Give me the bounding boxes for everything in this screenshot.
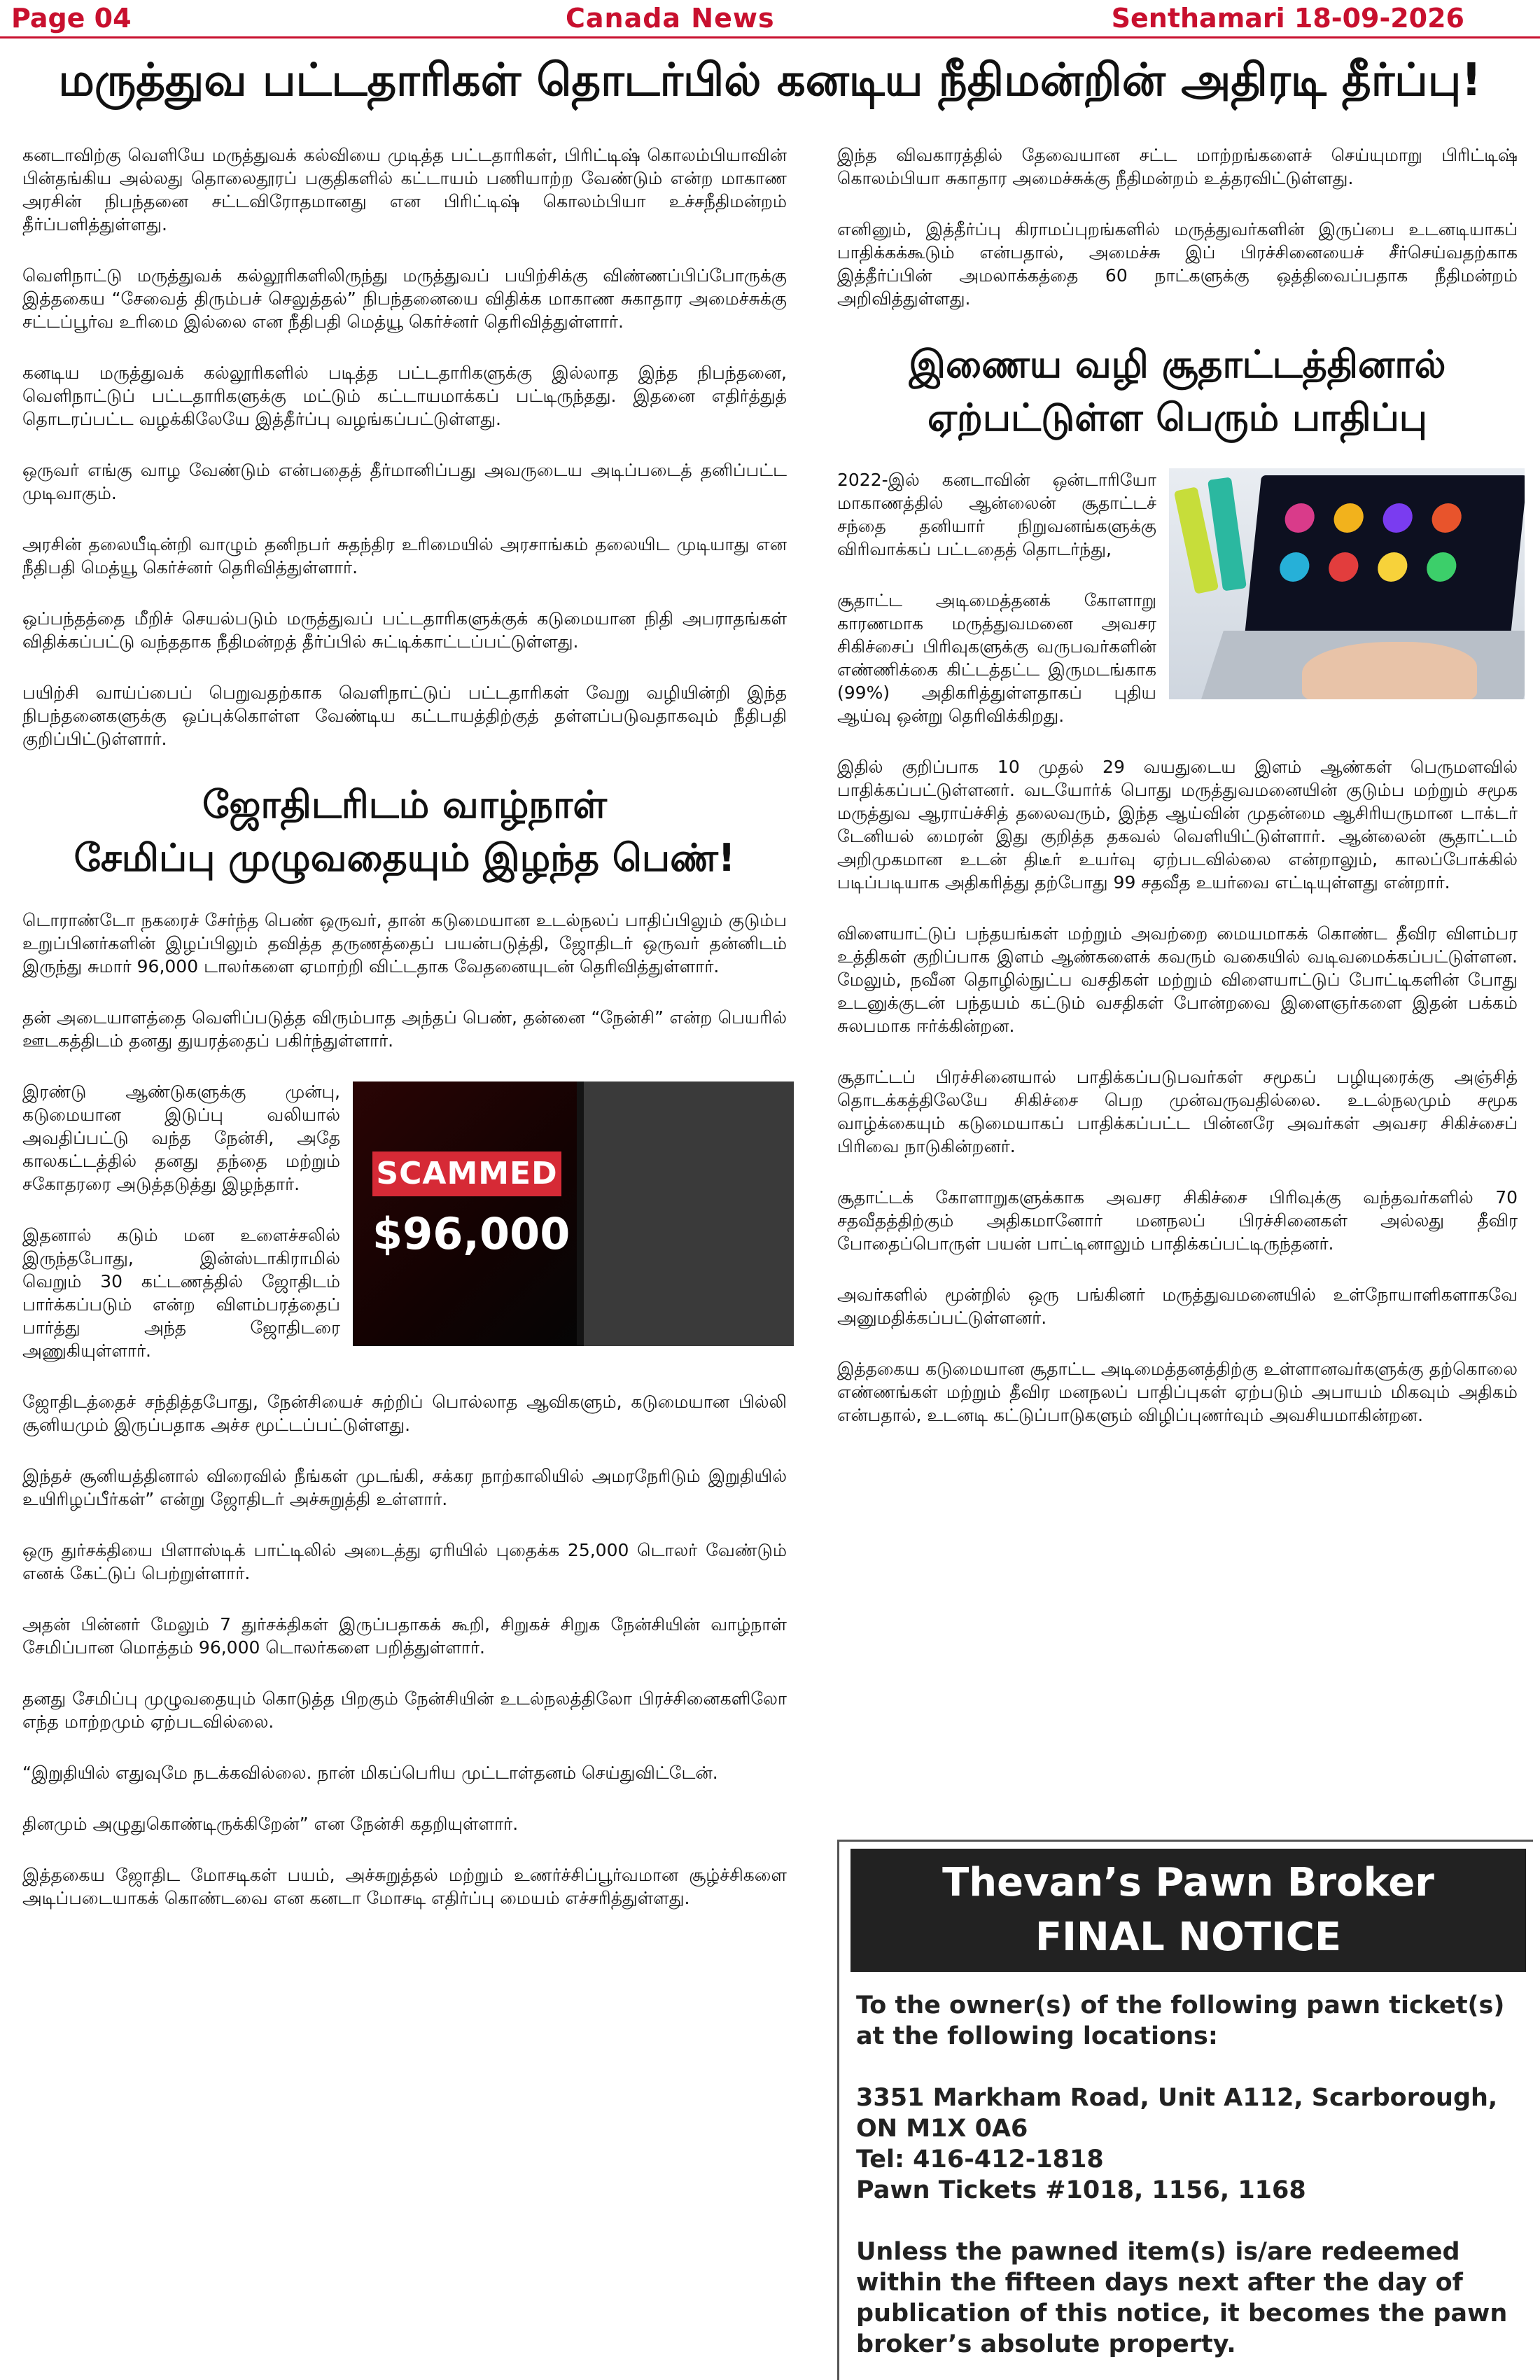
article-astrologer-scam	[22, 778, 787, 1910]
article-paragraph: சூதாட்டப் பிரச்சினையால் பாதிக்கப்படுபவர்கள் சமூகப் பழியுரைக்கு அஞ்சித் தொடக்கத்திலேயே சிகிச்சை பெற முன்வருவதில்லை. உடல்நலமும் சமூக வாழ்க்கையும் கடுமையாகப் பாதிக்கப்பட்ட பின்னரே அவர்கள் அவசர சிகிச்சைப் பிரிவை நாடுகின்றனர்.	[837, 1067, 1518, 1156]
article-paragraph: அவர்களில் மூன்றில் ஒரு பங்கினர் மருத்துவமனையில் உள்நோயாளிகளாகவே அனுமதிக்கப்பட்டுள்ளனர்.	[837, 1284, 1518, 1328]
astrologer-headline	[22, 778, 787, 885]
article-paragraph: சூதாட்டக் கோளாறுகளுக்காக அவசர சிகிச்சை பிரிவுக்கு வந்தவர்களில் 70 சதவீதத்திற்கும் அதிகமானோர் மனநலப் பிரச்சினைகள் அல்லது தீவிர போதைப்பொருள் பயன் பாட்டினாலும் பாதிக்கப்பட்டிருந்தனர்.	[837, 1187, 1518, 1254]
article-paragraph: கனடாவிற்கு வெளியே மருத்துவக் கல்வியை முடித்த பட்டதாரிகள், பிரிட்டிஷ் கொலம்பியாவின் பின்தங்கிய அல்லது தொலைதூரப் பகுதிகளில் கட்டாயம் பணியாற்ற வேண்டும் என்ற மாகாண அரசின் நிபந்தனை சட்டவிரோதமானது என பிரிட்டிஷ் கொலம்பியா உச்சநீதிமன்றம் தீர்ப்பளித்துள்ளது.	[22, 145, 787, 234]
ad-address: 3351 Markham Road, Unit A112, Scarborough, ON M1X 0A6	[856, 2084, 1498, 2143]
article-paragraph: ஒரு துர்சக்தியை பிளாஸ்டிக் பாட்டிலில் அடைத்து ஏரியில் புதைக்க 25,000 டொலர் வேண்டும் எனக் கேட்டுப் பெற்றுள்ளார்.	[22, 1540, 787, 1583]
article-paragraph: எனினும், இத்தீர்ப்பு கிராமப்புறங்களில் மருத்துவர்களின் இருப்பை உடனடியாகப் பாதிக்கக்கூடும் என்பதால், அமைச்சு இப் பிரச்சினையைச் சீர்செய்வதற்காக இத்தீர்ப்பின் அமலாக்கத்தை 60 நாட்களுக்கு ஒத்திவைப்பதாக நீதிமன்றம் அறிவித்துள்ளது.	[837, 219, 1518, 309]
ad-body	[856, 1990, 1519, 2360]
article-paragraph: ஜோதிடத்தைச் சந்தித்தபோது, நேன்சியைச் சுற்றிப் பொல்லாத ஆவிகளும், கடுமையான பில்லி சூனியமும் இருப்பதாக அச்ச மூட்டப்பட்டுள்ளது.	[22, 1392, 787, 1435]
article-paragraph: இந்தச் சூனியத்தினால் விரைவில் நீங்கள் முடங்கி, சக்கர நாற்காலியில் அமரநேரிடும் இறுதியில் உயிரிழப்பீர்கள்” என்று ஜோதிடர் அச்சுறுத்தி உள்ளார்.	[22, 1466, 787, 1509]
article-paragraph: 2022-இல் கனடாவின் ஒன்டாரியோ மாகாணத்தில் ஆன்லைன் சூதாட்டச் சந்தை தனியார் நிறுவனங்களுக்கு விரிவாக்கப் பட்டதைத் தொடர்ந்து,	[837, 470, 1156, 559]
article-medical-graduates	[22, 144, 787, 750]
ad-notice: Unless the pawned item(s) is/are redeemed within the fifteen days next after the day of publication of this notice, it becomes the pawn broker’s absolute property.	[856, 2238, 1508, 2358]
pawn-broker-ad	[837, 1840, 1533, 2380]
article-online-gambling	[837, 338, 1518, 1427]
masthead-rule	[0, 36, 1540, 38]
article-paragraph: தினமும் அழுதுகொண்டிருக்கிறேன்” என நேன்சி கதறியுள்ளார்.	[22, 1814, 519, 1834]
scammed-label: SCAMMED	[372, 1152, 561, 1196]
hand	[1302, 642, 1477, 699]
article-paragraph: இதில் குறிப்பாக 10 முதல் 29 வயதுடைய இளம் ஆண்கள் பெருமளவில் பாதிக்கப்பட்டுள்ளனர். வடயோர்க் பொது மருத்துவமனையின் குடும்ப மற்றும் சமூக மருத்துவ ஆராய்ச்சித் தலைவரும், இந்த ஆய்வின் முதன்மை ஆசிரியருமான டாக்டர் டேனியல் மைரன் இது குறித்த தகவல் வெளியிட்டுள்ளார். ஆன்லைன் சூதாட்டம் அறிமுகமான உடன் திடீர் உயர்வு ஏற்படவில்லை என்றாலும், காலப்போக்கில் படிப்படியாக அதிகரித்து தற்போது 99 சதவீத உயர்வை எட்டியுள்ளது என்றார்.	[837, 757, 1518, 892]
article-paragraph: தன் அடையாளத்தை வெளிப்படுத்த விரும்பாத அந்தப் பெண், தன்னை “நேன்சி” என்ற பெயரில் ஊடகத்திடம் தனது துயரத்தைப் பகிர்ந்துள்ளார்.	[22, 1007, 787, 1051]
ad-business-name: Thevan’s Pawn Broker	[942, 1860, 1434, 1905]
article-paragraph: இரண்டு ஆண்டுகளுக்கு முன்பு, கடுமையான இடுப்பு வலியால் அவதிப்பட்டு வந்த நேன்சி, அதே காலகட்டத்தில் தனது தந்தை மற்றும் சகோதரரை அடுத்தடுத்து இழந்தார்.	[22, 1082, 340, 1194]
left-column	[22, 144, 787, 1938]
gambling-headline-line2: ஏற்பட்டுள்ள பெரும் பாதிப்பு	[927, 396, 1427, 440]
ad-phone: Tel: 416-412-1818	[856, 2146, 1104, 2174]
article-paragraph: வெளிநாட்டு மருத்துவக் கல்லூரிகளிலிருந்து மருத்துவப் பயிற்சிக்கு விண்ணப்பிப்போருக்கு இத்தகைய “சேவைத் திரும்பச் செலுத்தல்” நிபந்தனையை விதிக்க மாகாண சுகாதார அமைச்சுக்கு சட்டப்பூர்வ உரிமை இல்லை என நீதிபதி மெத்யூ கெர்ச்னர் தெரிவித்துள்ளார்.	[22, 265, 787, 332]
page-number: Page 04	[11, 3, 132, 34]
article-paragraph: கனடிய மருத்துவக் கல்லூரிகளில் படித்த பட்டதாரிகளுக்கு இல்லாத இந்த நிபந்தனை, வெளிநாட்டுப் பட்டதாரிகளுக்கு மட்டும் கட்டாயமாக்கப் பட்டிருந்தது. இதனை எதிர்த்துத் தொடரப்பட்ட வழக்கிலேயே இத்தீர்ப்பு வழங்கப்பட்டுள்ளது.	[22, 363, 787, 429]
ad-tickets: Pawn Tickets #1018, 1156, 1168	[856, 2176, 1306, 2204]
astrologer-headline-line1: ஜோதிடரிடம் வாழ்நாள்	[202, 783, 607, 827]
gambling-headline	[837, 338, 1518, 444]
article-paragraph: இத்தகைய ஜோதிட மோசடிகள் பயம், அச்சுறுத்தல் மற்றும் உணர்ச்சிப்பூர்வமான சூழ்ச்சிகளை அடிப்படையாகக் கொண்டவை என கனடா மோசடி எதிர்ப்பு மையம் எச்சரித்துள்ளது.	[22, 1865, 787, 1908]
blurred-face	[584, 1082, 794, 1346]
masthead	[0, 0, 1540, 36]
article-paragraph: ஒப்பந்தத்தை மீறிச் செயல்படும் மருத்துவப் பட்டதாரிகளுக்குக் கடுமையான நிதி அபராதங்கள் விதிக்கப்பட்டு வந்ததாக நீதிமன்றத் தீர்ப்பில் சுட்டிக்காட்டப்பட்டுள்ளது.	[22, 608, 787, 652]
section-name: Canada News	[566, 3, 775, 34]
article-paragraph: இதனால் கடும் மன உளைச்சலில் இருந்தபோது, இன்ஸ்டாகிராமில் வெறும் 30 கட்டணத்தில் ஜோதிடம் பார்க்கப்படும் என்ற விளம்பரத்தைப் பார்த்து அந்த ஜோதிடரை அணுகியுள்ளார்.	[22, 1225, 340, 1361]
article-paragraph: தனது சேமிப்பு முழுவதையும் கொடுத்த பிறகும் நேன்சியின் உடல்நலத்திலோ பிரச்சினைகளிலோ எந்த மாற்றமும் ஏற்படவில்லை.	[22, 1688, 787, 1732]
article-paragraph: சூதாட்ட அடிமைத்தனக் கோளாறு காரணமாக மருத்துவமனை அவசர சிகிச்சைப் பிரிவுகளுக்கு வருபவர்களின் எண்ணிக்கை கிட்டத்தட்ட இருமடங்காக (99%) அதிகரித்துள்ளதாகப் புதிய ஆய்வு ஒன்று தெரிவிக்கிறது.	[837, 590, 1156, 726]
gambling-headline-line1: இணைய வழி சூதாட்டத்தினால்	[909, 342, 1446, 386]
laptop-screen	[1245, 475, 1525, 636]
article-paragraph: விளையாட்டுப் பந்தயங்கள் மற்றும் அவற்றை மையமாகக் கொண்ட தீவிர விளம்பர உத்திகள் குறிப்பாக இளம் ஆண்களைக் கவரும் வகையில் வடிவமைக்கப்பட்டுள்ளன. மேலும், நவீன தொழில்நுட்ப வசதிகள் மற்றும் விளையாட்டுப் போட்டிகளின் போது உடனுக்குடன் பந்தயம் கட்டும் வசதிகள் போன்றவை இளைஞர்களை இதன் பக்கம் சுலபமாக ஈர்க்கின்றன.	[837, 923, 1518, 1036]
article-paragraph: இந்த விவகாரத்தில் தேவையான சட்ட மாற்றங்களைச் செய்யுமாறு பிரிட்டிஷ் கொலம்பியா சுகாதார அமைச்சுக்கு நீதிமன்றம் உத்தரவிட்டுள்ளது.	[837, 145, 1518, 188]
right-column	[837, 144, 1518, 1455]
article-paragraph: ஒருவர் எங்கு வாழ வேண்டும் என்பதைத் தீர்மானிப்பது அவருடைய அடிப்படைத் தனிப்பட்ட முடிவாகும்.	[22, 460, 787, 503]
article-paragraph: பயிற்சி வாய்ப்பைப் பெறுவதற்காக வெளிநாட்டுப் பட்டதாரிகள் வேறு வழியின்றி இந்த நிபந்தனைகளுக்கு ஒப்புக்கொள்ள வேண்டிய கட்டாயத்திற்குத் தள்ளப்படுவதாகவும் நீதிபதி குறிப்பிட்டுள்ளார்.	[22, 682, 787, 749]
ad-title-band	[850, 1849, 1526, 1972]
ad-final-notice: FINAL NOTICE	[1035, 1914, 1342, 1960]
article-paragraph: அரசின் தலையீடின்றி வாழும் தனிநபர் சுதந்திர உரிமையில் அரசாங்கம் தலையிட முடியாது என நீதிபதி மெத்யூ கெர்ச்னர் தெரிவித்துள்ளார்.	[22, 534, 787, 578]
article-paragraph: இத்தகைய கடுமையான சூதாட்ட அடிமைத்தனத்திற்கு உள்ளானவர்களுக்கு தற்கொலை எண்ணங்கள் மற்றும் தீவிர மனநலப் பாதிப்புகள் ஏற்படும் அபாயம் மிகவும் அதிகம் என்பதால், உடனடி கட்டுப்பாடுகளும் விழிப்புணர்வும் அவசியமாகின்றன.	[837, 1359, 1518, 1425]
laptop-photo	[1169, 468, 1525, 699]
scam-amount: $96,000	[372, 1208, 570, 1259]
article-paragraph: அதன் பின்னர் மேலும் 7 துர்சக்திகள் இருப்பதாகக் கூறி, சிறுகச் சிறுக நேன்சியின் வாழ்நாள் சேமிப்பான மொத்தம் 96,000 டொலர்களை பறித்துள்ளார்.	[22, 1614, 787, 1658]
article-paragraph: “இறுதியில் எதுவுமே நடக்கவில்லை. நான் மிகப்பெரிய முட்டாள்தனம் செய்துவிட்டேன்.	[22, 1763, 718, 1783]
article-paragraph: டொராண்டோ நகரைச் சேர்ந்த பெண் ஒருவர், தான் கடுமையான உடல்நலப் பாதிப்பிலும் குடும்ப உறுப்பினர்களின் இழப்பிலும் தவித்த தருணத்தைப் பயன்படுத்தி, ஜோதிடர் ஒருவர் தன்னிடம் இருந்து சுமார் 96,000 டாலர்களை ஏமாற்றி விட்டதாக வேதனையுடன் தெரிவித்துள்ளார்.	[22, 910, 787, 976]
main-headline: மருத்துவ பட்டதாரிகள் தொடர்பில் கனடிய நீதிமன்றின் அதிரடி தீர்ப்பு!	[58, 55, 1482, 106]
astrologer-headline-line2: சேமிப்பு முழுவதையும் இழந்த பெண்!	[74, 836, 736, 880]
edition-date: Senthamari 18-09-2026	[1111, 3, 1464, 34]
ad-intro: To the owner(s) of the following pawn ticket(s) at the following locations:	[856, 1991, 1505, 2050]
scam-photo	[353, 1082, 794, 1346]
